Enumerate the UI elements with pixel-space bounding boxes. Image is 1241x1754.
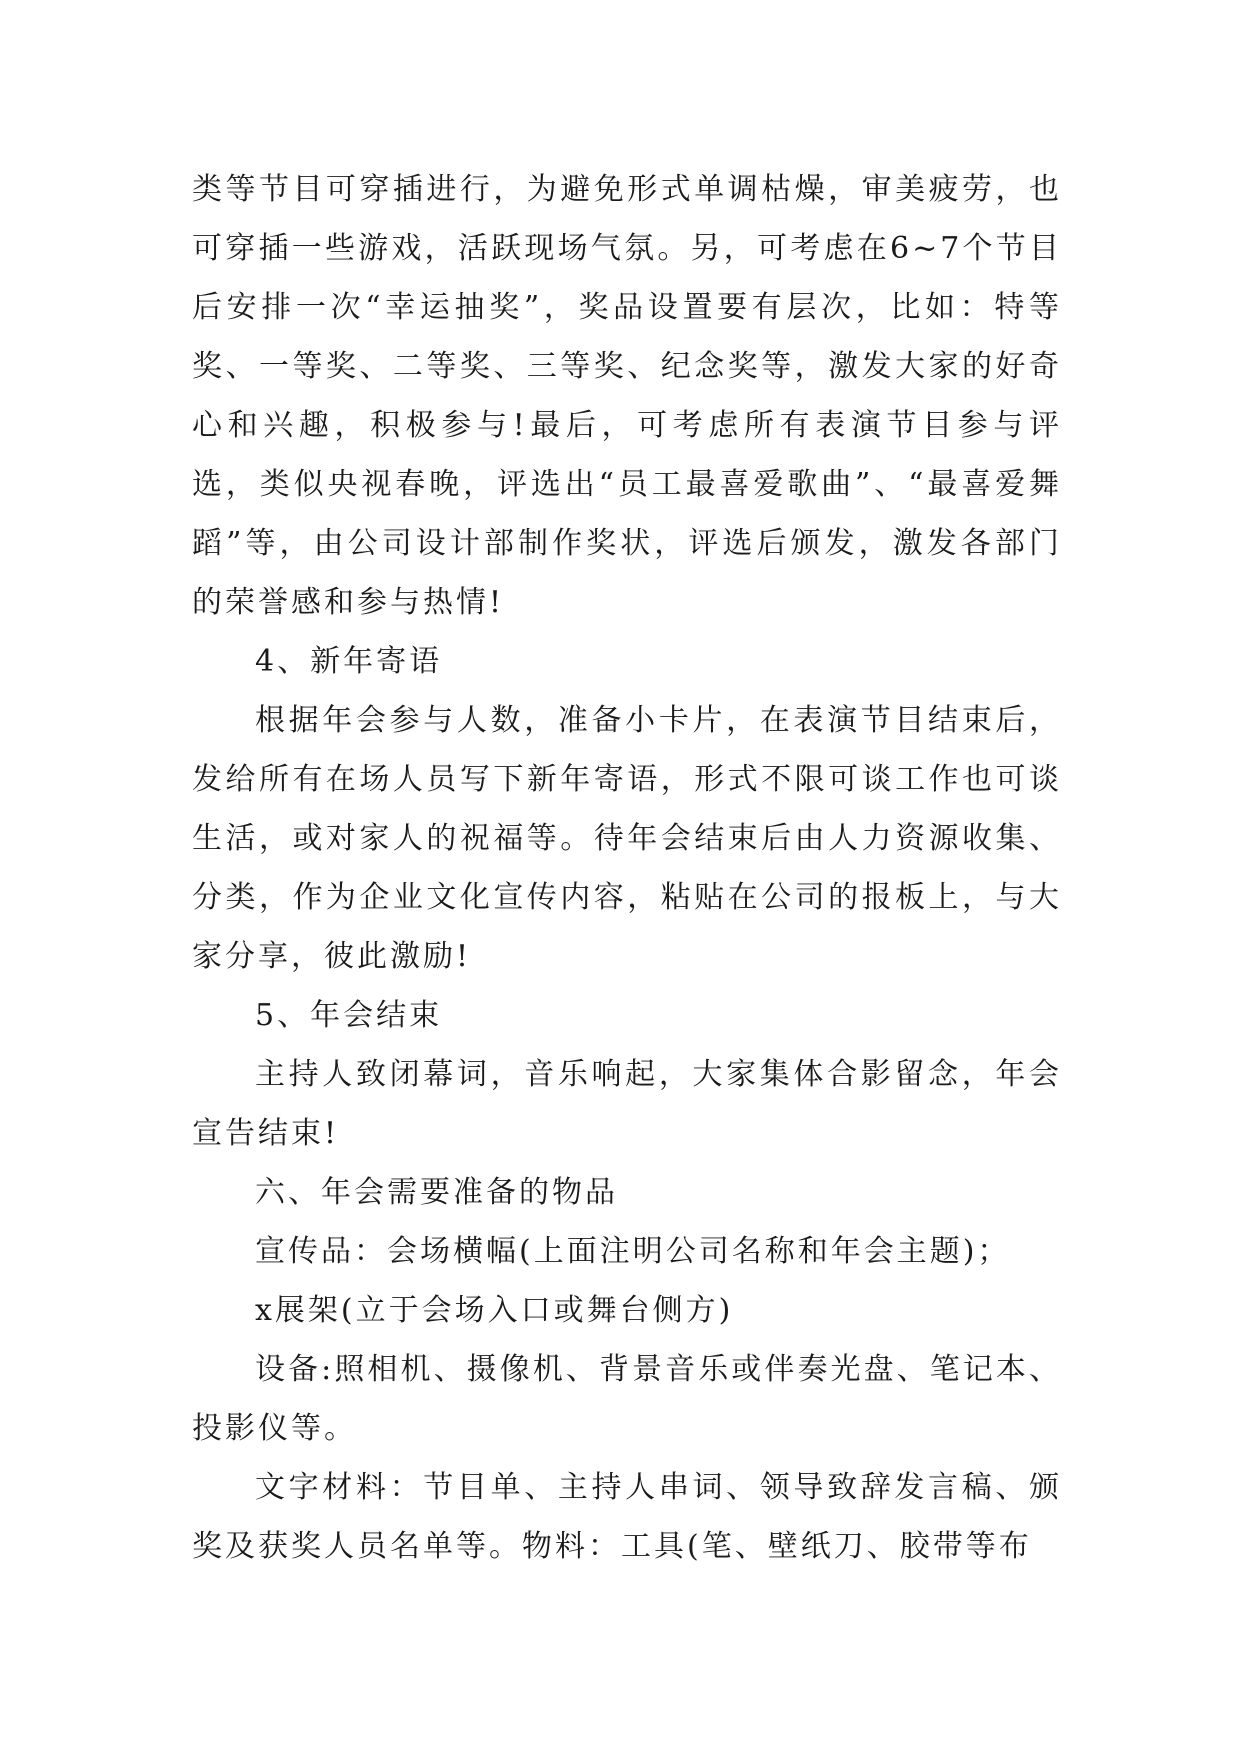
paragraph-new-year-message: 根据年会参与人数，准备小卡片，在表演节目结束后，发给所有在场人员写下新年寄语，形式不限可谈工作也可谈生活，或对家人的祝福等。待年会结束后由人力资源收集、分类，作为企业文化宣传内容，粘贴在公司的报板上，与大家分享，彼此激励! xyxy=(192,703,1062,974)
paragraph-equipment: 设备:照相机、摄像机、背景音乐或伴奏光盘、笔记本、投影仪等。 xyxy=(192,1352,1062,1446)
heading-meeting-end: 5、年会结束 xyxy=(255,998,443,1033)
paragraph-promotional-items: 宣传品：会场横幅(上面注明公司名称和年会主题)； xyxy=(255,1234,1011,1269)
heading-new-year-message: 4、新年寄语 xyxy=(255,644,443,679)
paragraph-display-stand: x展架(立于会场入口或舞台侧方) xyxy=(255,1293,734,1328)
paragraph-program-arrangement: 类等节目可穿插进行，为避免形式单调枯燥，审美疲劳，也可穿插一些游戏，活跃现场气氛。另，可考虑在6~7个节目后安排一次“幸运抽奖”，奖品设置要有层次，比如：特等奖、一等奖、二等奖、三等奖、纪念奖等，激发大家的好奇心和兴趣，积极参与!最后，可考虑所有表演节目参与评选，类似央视春晚，评选出“员工最喜爱歌曲”、“最喜爱舞蹈”等，由公司设计部制作奖状，评选后颁发，激发各部门的荣誉感和参与热情! xyxy=(192,172,1062,620)
heading-items-to-prepare: 六、年会需要准备的物品 xyxy=(255,1175,618,1210)
paragraph-written-materials: 文字材料：节目单、主持人串词、领导致辞发言稿、颁奖及获奖人员名单等。物料：工具(笔、壁纸刀、胶带等布 xyxy=(192,1470,1062,1564)
document-body xyxy=(192,160,1062,1576)
paragraph-meeting-end: 主持人致闭幕词，音乐响起，大家集体合影留念，年会宣告结束! xyxy=(192,1057,1062,1151)
